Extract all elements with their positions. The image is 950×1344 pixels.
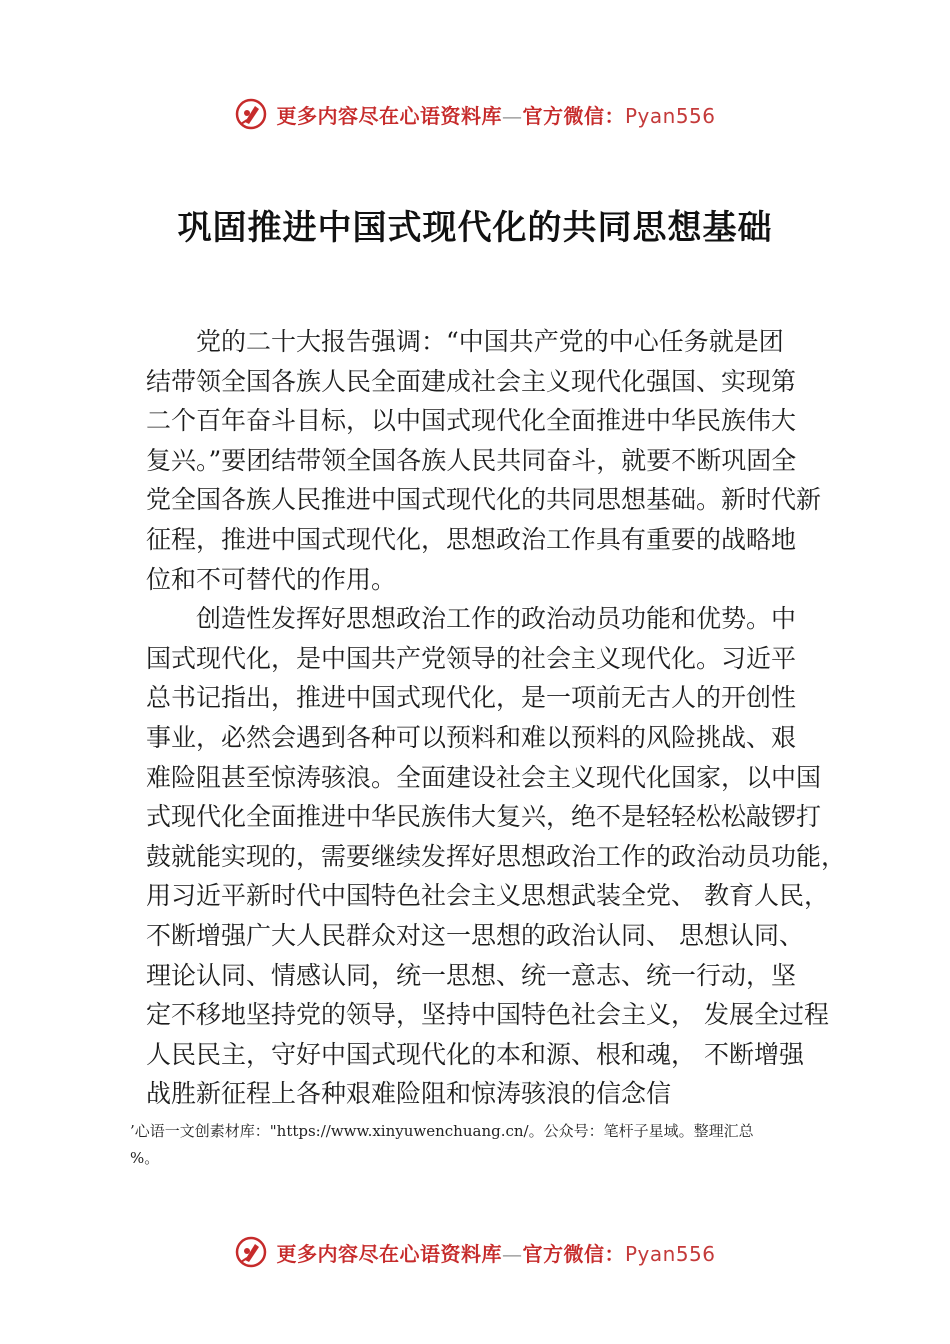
text-line: 征程，推进中国式现代化，思想政治工作具有重要的战略地: [146, 524, 797, 554]
text-line: 人民民主，守好中国式现代化的本和源、根和魂， 不断增强: [146, 1039, 804, 1069]
footnote-line: %。: [130, 1149, 160, 1167]
banner-wechat-label: 官方微信：: [522, 103, 625, 128]
text-line: 总书记指出，推进中国式现代化，是一项前无古人的开创性: [146, 683, 797, 713]
text-line: 党的二十大报告强调：“中国共产党的中心任务就是团: [196, 327, 784, 356]
text-line: 二个百年奋斗目标，以中国式现代化全面推进中华民族伟大: [146, 406, 797, 436]
banner-wechat-account: Pyan556: [624, 103, 716, 128]
document-title: 巩固推进中国式现代化的共同思想基础: [177, 208, 773, 248]
text-line: 事业，必然会遇到各种可以预料和难以预料的风险挑战、艰: [146, 722, 797, 752]
text-line: 党全国各族人民推进中国式现代化的共同思想基础。新时代新: [146, 485, 822, 515]
banner-wechat-account: Pyan556: [624, 1241, 716, 1266]
text-line: 用习近平新时代中国特色社会主义思想武装全党、 教育人民，: [146, 881, 829, 911]
text-line: 难险阻甚至惊涛骇浪。全面建设社会主义现代化国家，以中国: [146, 762, 822, 792]
pen-nib-circle-icon: [234, 97, 268, 131]
text-line: 战胜新征程上各种艰难险阻和惊涛骇浪的信念信: [146, 1079, 672, 1109]
text-line: 位和不可替代的作用。: [146, 564, 397, 594]
text-line: 式现代化全面推进中华民族伟大复兴，绝不是轻轻松松敲锣打: [146, 802, 822, 832]
document-body: [146, 322, 847, 1114]
footer-banner: [0, 1230, 950, 1274]
banner-text-group: [276, 1238, 715, 1267]
banner-text-group: [276, 100, 715, 129]
footnote: [130, 1118, 850, 1172]
banner-separator: —: [501, 103, 523, 128]
footnote-line: ’心语一文创素材库："https://www.xinyuwenchuang.cn/。公众号：笔杆子星域。整理汇总: [130, 1122, 754, 1140]
pen-nib-circle-icon: [234, 1235, 268, 1269]
banner-site-name: 更多内容尽在心语资料库: [276, 1241, 502, 1266]
text-line: 理论认同、情感认同，统一思想、统一意志、统一行动，坚: [146, 960, 797, 990]
text-line: 定不移地坚持党的领导，坚持中国特色社会主义， 发展全过程: [146, 1000, 829, 1030]
paragraph-1: [146, 322, 826, 599]
text-line: 国式现代化，是中国共产党领导的社会主义现代化。习近平: [146, 643, 797, 673]
banner-site-name: 更多内容尽在心语资料库: [276, 103, 502, 128]
text-line: 复兴。”要团结带领全国各族人民共同奋斗，就要不断巩固全: [146, 445, 797, 475]
banner-wechat-label: 官方微信：: [522, 1241, 625, 1266]
text-line: 结带领全国各族人民全面建成社会主义现代化强国、实现第: [146, 366, 797, 396]
banner-separator: —: [501, 1241, 523, 1266]
header-banner: [0, 92, 950, 136]
text-line: 鼓就能实现的，需要继续发挥好思想政治工作的政治动员功能，: [146, 841, 847, 871]
text-line: 创造性发挥好思想政治工作的政治动员功能和优势。中: [196, 604, 797, 634]
text-line: 不断增强广大人民群众对这一思想的政治认同、 思想认同、: [146, 920, 804, 950]
paragraph-2: [146, 599, 847, 1114]
